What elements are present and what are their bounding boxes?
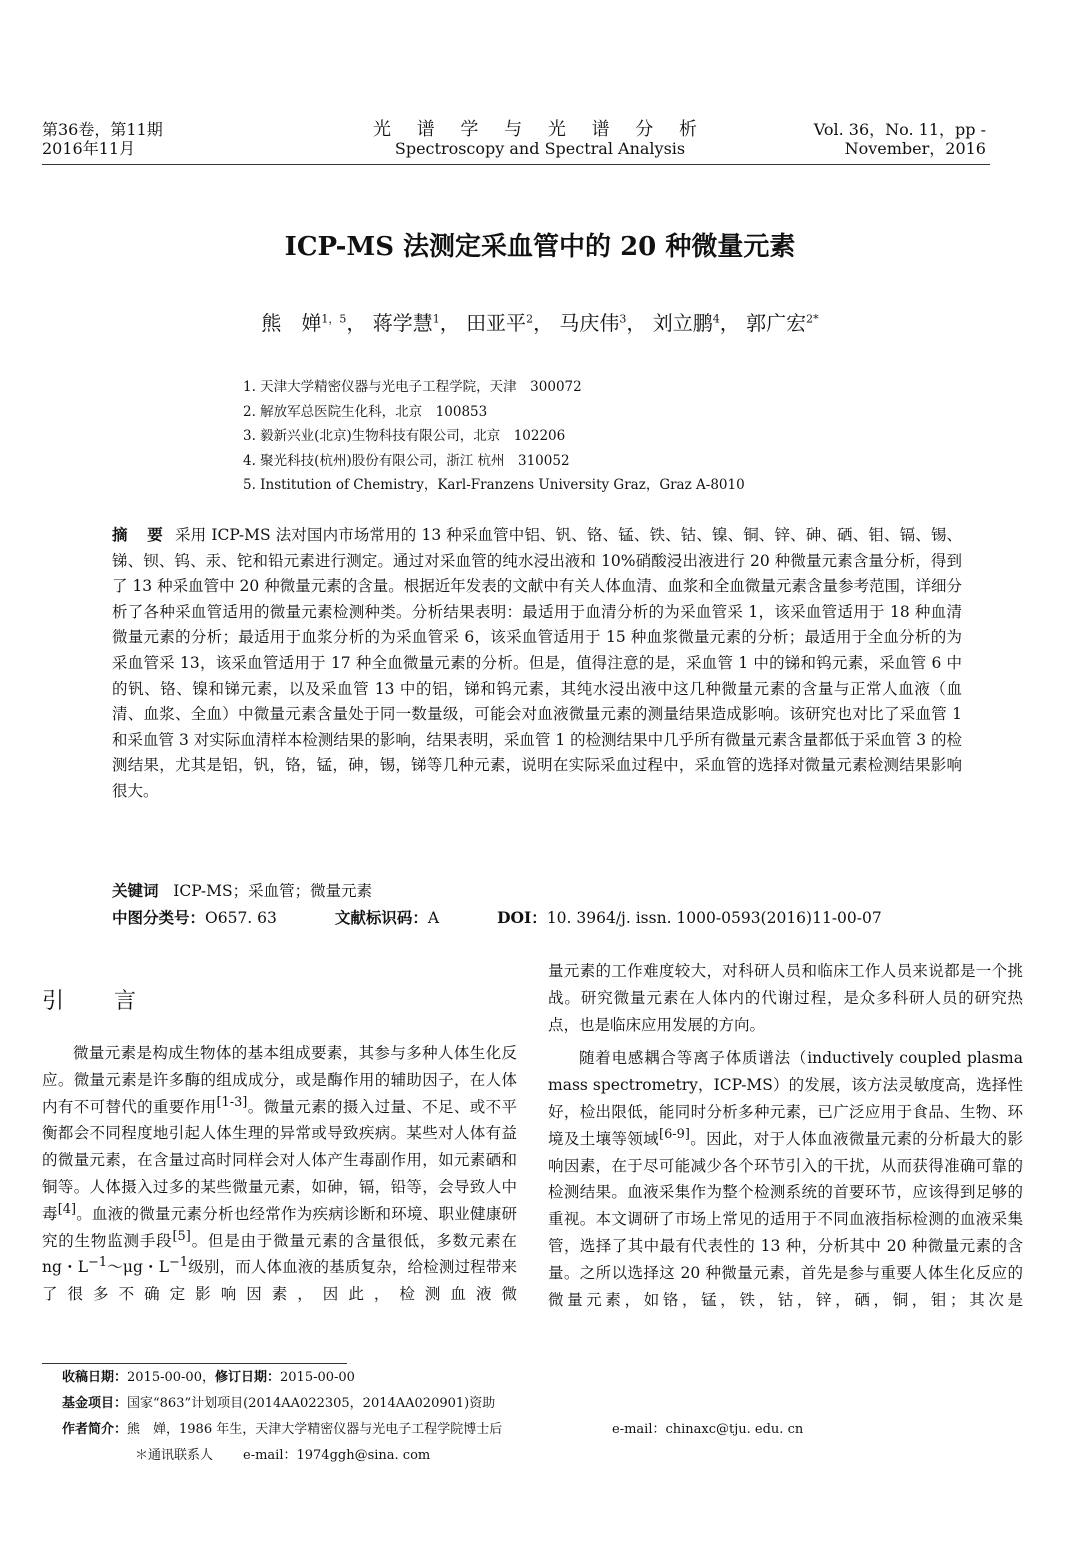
footnote-dates bbox=[62, 1365, 355, 1391]
body-text: 。微量元素的摄入过量、不足、或不平衡都会不同程度地引起人体生理的异常或导致疾病。某些对人体有益的微量元素，在含量过高时同样会对人体产生毒副作用，如元素硒和铜等。人体摄入过多的某些微量元素，如砷，镉，铅等，会导致人中毒 bbox=[42, 1097, 517, 1223]
section-heading-introduction: 引 言 bbox=[42, 989, 151, 1014]
doc-code-value: A bbox=[427, 909, 440, 927]
affiliation: 5. Institution of Chemistry，Karl-Franzens University Graz，Graz A-8010 bbox=[243, 477, 745, 493]
doi-label: DOI： bbox=[497, 908, 547, 927]
body-column-left bbox=[42, 1040, 517, 1308]
abstract-label: 摘 要 bbox=[112, 525, 165, 544]
affiliation: 1. 天津大学精密仪器与光电子工程学院，天津 300072 bbox=[243, 379, 582, 395]
author-email: e-mail：chinaxc@tju. edu. cn bbox=[612, 1422, 804, 1437]
body-text: 级别，而人体血液的基质复杂，给检测过程带来了很多不确定影响因素，因此，检测血液微 bbox=[42, 1258, 517, 1304]
body-text: 微量元素是构成生物体的基本组成要素，其参与多种人体生化反应。微量元素是许多酶的组成成分，或是酶作用的辅助因子，在人体内有不可替代的重要作用 bbox=[42, 1044, 517, 1116]
running-header-left bbox=[42, 120, 163, 158]
intro-paragraph-continued: 量元素的工作难度较大，对科研人员和临床工作人员来说都是一个挑战。研究微量元素在人体内的代谢过程，是众多科研人员的研究热点，也是临床应用发展的方向。 bbox=[548, 962, 1023, 1034]
received-label: 收稿日期： bbox=[62, 1370, 128, 1385]
header-rule bbox=[42, 164, 990, 165]
citation: [5] bbox=[172, 1228, 191, 1244]
affiliation: 2. 解放军总医院生化科，北京 100853 bbox=[243, 403, 488, 420]
funding-text: 国家“863”计划项目(2014AA022305，2014AA020901)资助 bbox=[127, 1396, 496, 1411]
author-name: 熊 婵 bbox=[261, 311, 322, 335]
author-affil-mark: 4 bbox=[712, 312, 720, 326]
author-name: 刘立鹏 bbox=[652, 311, 713, 335]
author-affil-mark: 1 bbox=[432, 312, 440, 326]
affiliation: 3. 毅新兴业(北京)生物科技有限公司，北京 102206 bbox=[243, 428, 566, 444]
body-text: 。因此，对于人体血液微量元素的分析最大的影响因素，在于尽可能减少各个环节引入的干扰，从而获得准确可靠的检测结果。血液采集作为整个检测系统的首要环节，应该得到足够的重视。本文调研了市场上常见的适用于不同血液指标检测的血液采集管，选择了其中最有代表性的 13 种，分析其中 20 种微量元素的含量。之所以选择这 20 种微量元素，首先是参与重要人体生化反应的微量元素，如铬，锰，铁，钴，锌，硒，铜，钼；其次是 bbox=[548, 1129, 1023, 1309]
body-column-right bbox=[548, 958, 1023, 1313]
body-text: 。血液的微量元素分析也经常作为疾病诊断和环境、职业健康研究的生物监测手段 bbox=[42, 1204, 517, 1250]
revised-date: 2015-00-00 bbox=[280, 1370, 355, 1385]
author-affil-mark: 2* bbox=[806, 312, 819, 326]
revised-label: 修订日期： bbox=[214, 1370, 280, 1385]
volume-pages: Vol. 36，No. 11，pp - bbox=[813, 120, 986, 139]
author-bio-label: 作者简介： bbox=[62, 1422, 128, 1437]
doi-value: 10. 3964/j. issn. 1000-0593(2016)11-00-07 bbox=[546, 909, 882, 927]
classification-line bbox=[112, 904, 882, 932]
citation: [6-9] bbox=[659, 1126, 690, 1142]
abstract-text: 采用 ICP-MS 法对国内市场常用的 13 种采血管中铝、钒、铬、锰、铁、钴、镍、铜、锌、砷、硒、钼、镉、锡、锑、钡、钨、汞、铊和铅元素进行测定。通过对采血管的纯水浸出液和 10%硝酸浸出液进行 20 种微量元素含量分析，得到了 13 种采血管中 20 种微量元素的含量。根据近年发表的文献中有关人体血清、血浆和全血微量元素含量参考范围，详细分析了各种采血管适用的微量元素检测种类。分析结果表明：最适用于血清分析的为采血管采 1，该采血管适用于 18 种血清微量元素的分析；最适用于血浆分析的为采血管采 6，该采血管适用于 15 种血浆微量元素的分析；最适用于全血分析的为采血管采 13，该采血管适用于 17 种全血微量元素的分析。但是，值得注意的是，采血管 1 中的锑和钨元素，采血管 6 中的钒、铬、镍和锑元素，以及采血管 13 中的铝，锑和钨元素，其纯水浸出液中这几种微量元素的含量与正常人血液（血清、血浆、全血）中微量元素含量处于同一数量级，可能会对血液微量元素的测量结果造成影响。该研究也对比了采血管 1 和采血管 3 对实际血清样本检测结果的影响，结果表明，采血管 1 的检测结果中几乎所有微量元素含量都低于采血管 3 的检测结果，尤其是铝，钒，铬，锰，砷，锡，锑等几种元素，说明在实际采血过程中，采血管的选择对微量元素检测结果影响很大。 bbox=[112, 526, 962, 800]
unit-exponent: −1 bbox=[88, 1255, 108, 1271]
running-header-right bbox=[800, 120, 986, 158]
volume-issue: 第36卷，第11期 bbox=[42, 120, 163, 139]
intro-paragraph-2 bbox=[548, 1045, 1023, 1313]
keywords bbox=[112, 877, 372, 905]
author-bio-text: 熊 婵，1986 年生，天津大学精密仪器与光电子工程学院博士后 bbox=[127, 1422, 503, 1437]
funding-label: 基金项目： bbox=[62, 1396, 128, 1411]
author-name: 马庆伟 bbox=[559, 311, 620, 335]
keywords-label: 关键词 bbox=[112, 881, 159, 900]
journal-title-en: Spectroscopy and Spectral Analysis bbox=[394, 139, 686, 158]
footnote-author-bio bbox=[62, 1417, 804, 1443]
author-affil-mark: 1，5 bbox=[321, 312, 347, 326]
keywords-text: ICP-MS；采血管；微量元素 bbox=[173, 882, 373, 900]
abstract bbox=[112, 522, 962, 805]
affiliation-list bbox=[243, 375, 745, 498]
corresponding-email: e-mail：1974ggh@sina. com bbox=[243, 1448, 431, 1463]
author-list: 熊 婵$^{1,5}$， 蒋学慧$^1$， 田亚平$^2$， 马庆伟$^3$， 刘立鹏$^4$， 郭广宏$^{2*}$ bbox=[261, 311, 819, 335]
unit-exponent: −1 bbox=[169, 1255, 189, 1271]
body-text: 。但是由于微量元素的含量很低，多数元素在 ng・L bbox=[42, 1231, 517, 1277]
body-text: 随着电感耦合等离子体质谱法（inductively coupled plasma mass spectrometry，ICP-MS）的发展，该方法灵敏度高，选择性好，检出限低，能同时分析多种元素，已广泛应用于食品、生物、环境及土壤等领域 bbox=[548, 1049, 1023, 1148]
author-name: 郭广宏 bbox=[746, 311, 807, 335]
citation: [4] bbox=[57, 1201, 77, 1217]
author-affil-mark: 2 bbox=[526, 312, 534, 326]
citation: [1-3] bbox=[216, 1094, 248, 1110]
author-name: 蒋学慧 bbox=[372, 311, 433, 335]
corresponding-label: ＊通讯联系人 bbox=[135, 1448, 214, 1463]
footnote-corresponding bbox=[135, 1443, 430, 1469]
received-date: 2015-00-00， bbox=[127, 1370, 215, 1385]
doc-code-label: 文献标识码： bbox=[334, 908, 428, 927]
footnote-funding bbox=[62, 1391, 495, 1417]
footnote-rule bbox=[42, 1363, 347, 1364]
intro-paragraph-1 bbox=[42, 1040, 517, 1308]
author-affil-mark: 3 bbox=[619, 312, 627, 326]
journal-title-cn: 光 谱 学 与 光 谱 分 析 bbox=[372, 119, 708, 140]
running-header-journal bbox=[330, 120, 750, 158]
clc-value: O657. 63 bbox=[205, 909, 277, 927]
issue-date: 2016年11月 bbox=[42, 139, 136, 158]
body-text: ～μg・L bbox=[107, 1258, 170, 1277]
paper-title: ICP-MS 法测定采血管中的 20 种微量元素 bbox=[284, 232, 796, 262]
month-year: November，2016 bbox=[844, 139, 986, 158]
author-name: 田亚平 bbox=[466, 311, 527, 335]
affiliation: 4. 聚光科技(杭州)股份有限公司，浙江 杭州 310052 bbox=[243, 452, 570, 469]
clc-label: 中图分类号： bbox=[112, 908, 206, 927]
